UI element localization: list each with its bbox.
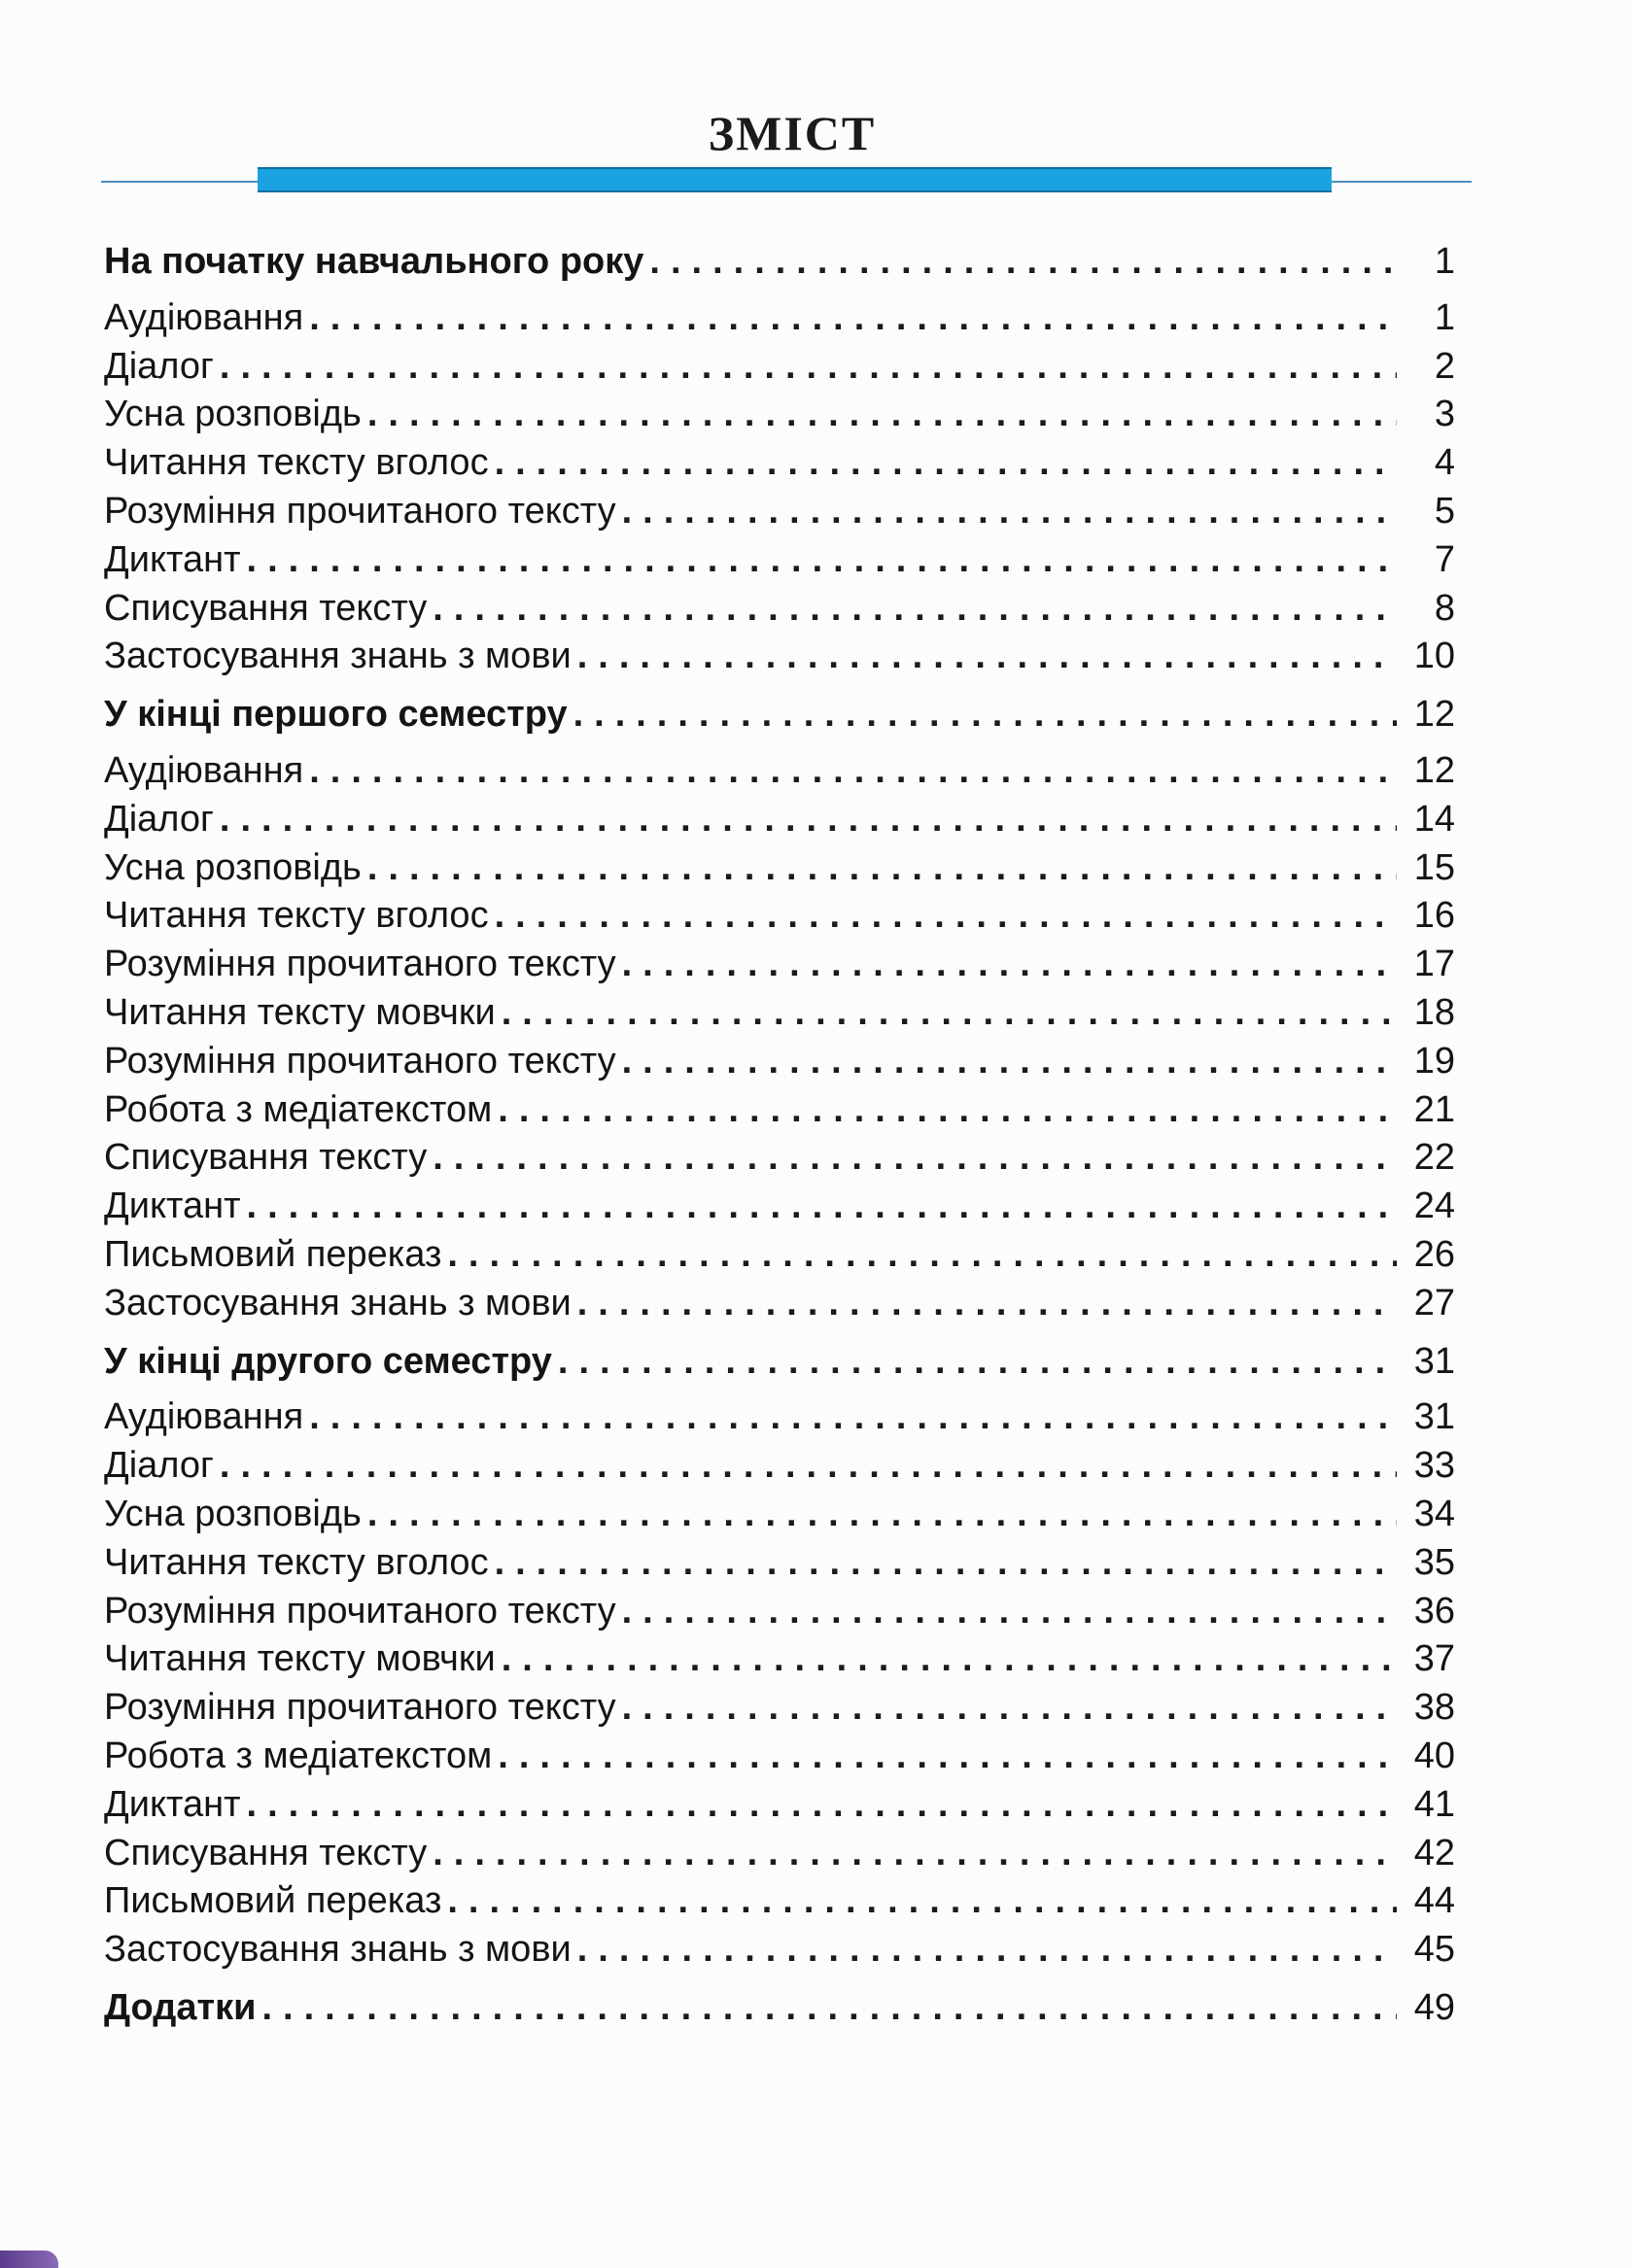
toc-entry-label: Списування тексту	[104, 588, 428, 629]
toc-entry-row	[104, 294, 1455, 341]
toc-section-label: У кінці другого семестру	[104, 1341, 552, 1382]
toc-entry-label: Робота з медіатекстом	[104, 1735, 493, 1776]
toc-page-number: 22	[1413, 1137, 1455, 1178]
toc-entry-row	[104, 1877, 1455, 1924]
title-accent-bar	[258, 167, 1332, 192]
toc-page-number: 45	[1413, 1929, 1455, 1970]
toc-dot-leader	[220, 1442, 1397, 1489]
toc-page-number: 27	[1413, 1283, 1455, 1323]
toc-page-number: 18	[1413, 992, 1455, 1033]
toc-dot-leader	[622, 488, 1397, 534]
toc-dot-leader	[622, 1038, 1397, 1084]
toc-entry-label: Застосування знань з мови	[104, 1929, 572, 1970]
toc-dot-leader	[502, 1635, 1397, 1682]
toc-page-number: 2	[1434, 346, 1455, 387]
toc-page-number: 44	[1413, 1880, 1455, 1921]
toc-dot-leader	[577, 1926, 1397, 1973]
toc-dot-leader	[622, 1588, 1397, 1634]
toc-page-number: 19	[1413, 1041, 1455, 1082]
toc-entry-row	[104, 1442, 1455, 1489]
toc-entry-row	[104, 439, 1455, 486]
toc-dot-leader	[433, 1134, 1397, 1181]
toc-dot-leader	[247, 1781, 1397, 1828]
toc-entry-label: Діалог	[104, 1445, 214, 1486]
toc-dot-leader	[447, 1231, 1397, 1278]
toc-entry-row	[104, 892, 1455, 939]
toc-page-number: 31	[1413, 1396, 1455, 1437]
toc-entry-row	[104, 989, 1455, 1036]
toc-entry-label: Розуміння прочитаного тексту	[104, 491, 616, 532]
toc-page-number: 15	[1413, 847, 1455, 888]
toc-section-label: У кінці першого семестру	[104, 694, 568, 735]
toc-entry-row	[104, 796, 1455, 842]
toc-entry-label: Розуміння прочитаного тексту	[104, 1041, 616, 1082]
toc-entry-label: Усна розповідь	[104, 1494, 362, 1534]
toc-page-number: 42	[1413, 1833, 1455, 1873]
toc-page-number: 41	[1413, 1784, 1455, 1825]
toc-entry-label: Письмовий переказ	[104, 1234, 442, 1275]
toc-page-number: 21	[1413, 1089, 1455, 1130]
toc-dot-leader	[247, 1183, 1397, 1229]
page-title: ЗМІСТ	[708, 106, 877, 160]
toc-entry-row	[104, 1134, 1455, 1181]
toc-section-row	[104, 1984, 1455, 2031]
toc-entry-row	[104, 536, 1455, 583]
toc-entry-row	[104, 1038, 1455, 1084]
toc-entry-row	[104, 1733, 1455, 1779]
toc-entry-label: Читання тексту мовчки	[104, 992, 496, 1033]
toc-entry-row	[104, 391, 1455, 437]
toc-page-number: 5	[1434, 491, 1455, 532]
toc-dot-leader	[433, 585, 1397, 632]
toc-entry-label: Розуміння прочитаного тексту	[104, 1591, 616, 1632]
toc-section-label: Додатки	[104, 1987, 257, 2028]
toc-entry-label: Робота з медіатекстом	[104, 1089, 493, 1130]
toc-entry-label: Діалог	[104, 799, 214, 840]
toc-dot-leader	[220, 796, 1397, 842]
toc-entry-label: Списування тексту	[104, 1833, 428, 1873]
toc-page-number: 7	[1434, 539, 1455, 580]
toc-entry-label: Аудіювання	[104, 297, 304, 338]
toc-entry-label: Аудіювання	[104, 750, 304, 791]
toc-dot-leader	[622, 941, 1397, 987]
toc-entry-row	[104, 1393, 1455, 1440]
toc-dot-leader	[495, 1539, 1397, 1586]
toc-entry-label: Розуміння прочитаного тексту	[104, 1687, 616, 1728]
toc-entry-label: Усна розповідь	[104, 847, 362, 888]
corner-decoration	[0, 2251, 58, 2268]
toc-dot-leader	[622, 1684, 1397, 1731]
toc-entry-label: Читання тексту вголос	[104, 1542, 489, 1583]
toc-entry-row	[104, 1086, 1455, 1133]
toc-dot-leader	[309, 1393, 1397, 1440]
toc-entry-row	[104, 1684, 1455, 1731]
toc-dot-leader	[262, 1984, 1398, 2031]
toc-dot-leader	[502, 989, 1397, 1036]
toc-entry-label: Письмовий переказ	[104, 1880, 442, 1921]
toc-entry-row	[104, 1781, 1455, 1828]
toc-page-number: 1	[1434, 297, 1455, 338]
toc-page-number: 26	[1413, 1234, 1455, 1275]
toc-section-label: На початку навчального року	[104, 241, 644, 282]
toc-entry-label: Розуміння прочитаного тексту	[104, 944, 616, 984]
toc-entry-label: Читання тексту мовчки	[104, 1638, 496, 1679]
toc-entry-label: Читання тексту вголос	[104, 895, 489, 936]
toc-dot-leader	[309, 747, 1397, 794]
toc-entry-label: Усна розповідь	[104, 394, 362, 434]
toc-page-number: 3	[1434, 394, 1455, 434]
toc-page-number: 34	[1413, 1494, 1455, 1534]
toc-dot-leader	[577, 633, 1397, 679]
toc-page-number: 37	[1413, 1638, 1455, 1679]
toc-entry-row	[104, 343, 1455, 390]
toc-entry-row	[104, 844, 1455, 891]
toc-page-number: 24	[1413, 1186, 1455, 1226]
toc-section-row	[104, 238, 1455, 285]
toc-entry-row	[104, 1280, 1455, 1326]
toc-section-row	[104, 691, 1455, 738]
toc-entry-row	[104, 585, 1455, 632]
toc-entry-row	[104, 1635, 1455, 1682]
toc-entry-label: Аудіювання	[104, 1396, 304, 1437]
toc-dot-leader	[367, 1491, 1397, 1537]
toc-entry-row	[104, 1830, 1455, 1876]
toc-dot-leader	[247, 536, 1397, 583]
toc-dot-leader	[447, 1877, 1397, 1924]
toc-page-number: 49	[1413, 1987, 1455, 2028]
toc-entry-row	[104, 1588, 1455, 1634]
toc-page-number: 38	[1413, 1687, 1455, 1728]
toc-entry-label: Застосування знань з мови	[104, 1283, 572, 1323]
toc-dot-leader	[309, 294, 1397, 341]
toc-entry-row	[104, 633, 1455, 679]
toc-entry-row	[104, 488, 1455, 534]
toc-dot-leader	[495, 439, 1397, 486]
toc-entry-row	[104, 1231, 1455, 1278]
toc-dot-leader	[577, 1280, 1397, 1326]
toc-page-number: 10	[1413, 636, 1455, 676]
toc-dot-leader	[367, 391, 1397, 437]
toc-entry-label: Діалог	[104, 346, 214, 387]
toc-dot-leader	[498, 1086, 1397, 1133]
toc-page-number: 33	[1413, 1445, 1455, 1486]
toc-entry-row	[104, 1539, 1455, 1586]
toc-dot-leader	[498, 1733, 1397, 1779]
toc-entry-row	[104, 1183, 1455, 1229]
toc-dot-leader	[367, 844, 1397, 891]
toc-page-number: 12	[1413, 694, 1455, 735]
toc-entry-row	[104, 1926, 1455, 1973]
toc-page-number: 16	[1413, 895, 1455, 936]
toc-dot-leader	[573, 691, 1397, 738]
toc-entry-label: Застосування знань з мови	[104, 636, 572, 676]
toc-page-number: 17	[1413, 944, 1455, 984]
toc-page-number: 1	[1434, 241, 1455, 282]
toc-dot-leader	[220, 343, 1397, 390]
toc-entry-row	[104, 941, 1455, 987]
toc-entry-row	[104, 747, 1455, 794]
toc-dot-leader	[433, 1830, 1397, 1876]
toc-entry-label: Списування тексту	[104, 1137, 428, 1178]
toc-dot-leader	[649, 238, 1397, 285]
toc-page-number: 35	[1413, 1542, 1455, 1583]
toc-page-number: 31	[1413, 1341, 1455, 1382]
toc-entry-label: Диктант	[104, 1186, 241, 1226]
toc-entry-label: Диктант	[104, 539, 241, 580]
toc-entry-label: Читання тексту вголос	[104, 442, 489, 483]
toc-page-number: 8	[1434, 588, 1455, 629]
toc-entry-row	[104, 1491, 1455, 1537]
toc-page-number: 14	[1413, 799, 1455, 840]
toc-dot-leader	[558, 1338, 1397, 1385]
toc-page-number: 40	[1413, 1735, 1455, 1776]
toc-section-row	[104, 1338, 1455, 1385]
toc-page-number: 36	[1413, 1591, 1455, 1632]
toc-page-number: 4	[1434, 442, 1455, 483]
toc-entry-label: Диктант	[104, 1784, 241, 1825]
toc-dot-leader	[495, 892, 1397, 939]
toc-page-number: 12	[1413, 750, 1455, 791]
